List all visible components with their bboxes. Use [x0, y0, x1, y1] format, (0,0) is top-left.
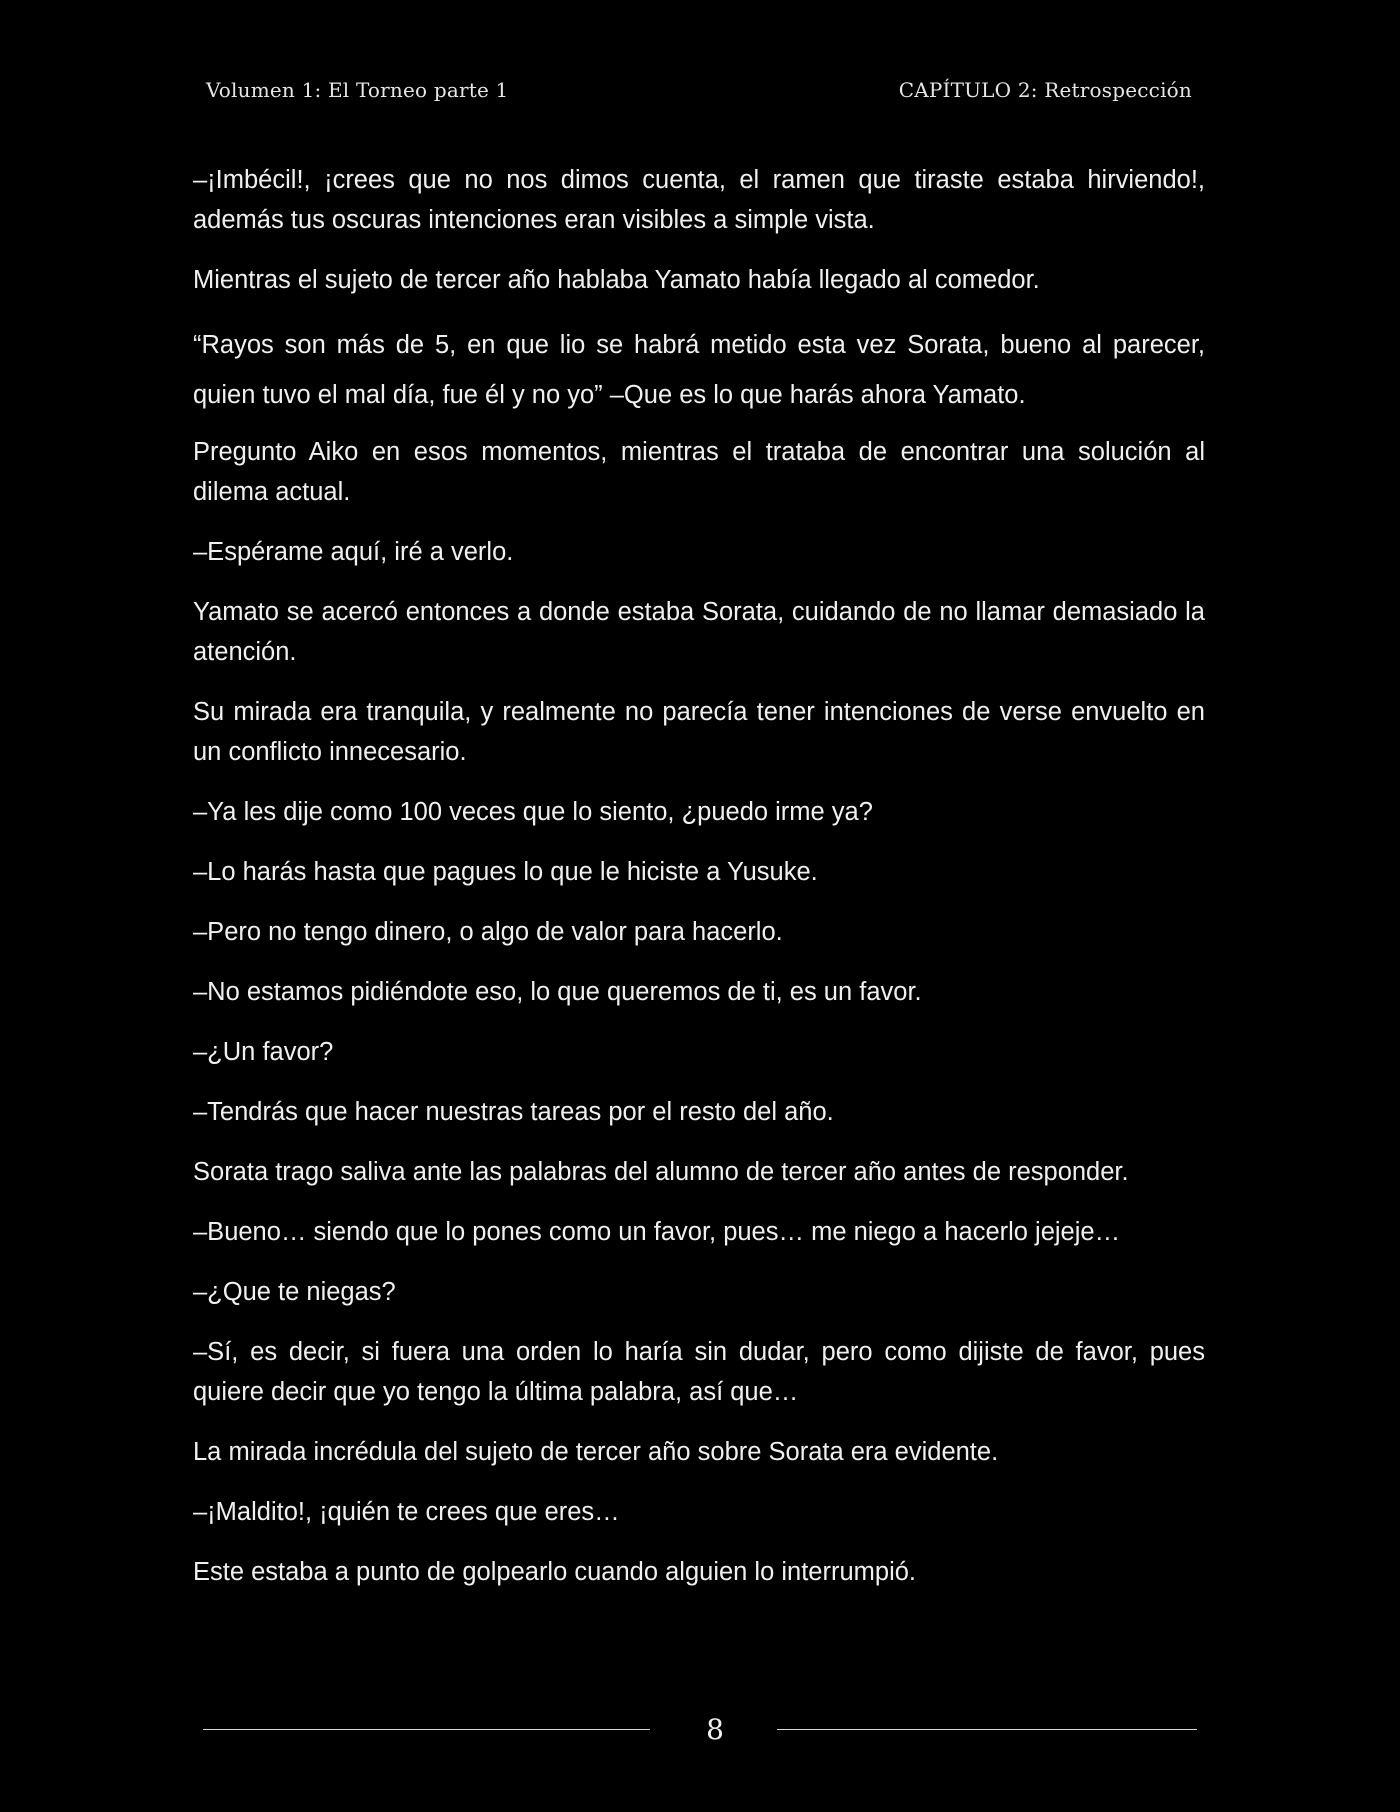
paragraph: –Pero no tengo dinero, o algo de valor para hacerlo.	[193, 918, 783, 946]
paragraph: –¿Un favor?	[193, 1038, 334, 1066]
paragraph: –¡Imbécil!, ¡crees que no nos dimos cuenta, el ramen que tiraste estaba hirviendo!, además tus oscuras intenciones eran visibles a simple vista.	[193, 166, 1205, 234]
paragraph: –Lo harás hasta que pagues lo que le hiciste a Yusuke.	[193, 858, 818, 886]
paragraph: –¿Que te niegas?	[193, 1278, 396, 1306]
paragraph: Yamato se acercó entonces a donde estaba Sorata, cuidando de no llamar demasiado la atención.	[193, 598, 1205, 666]
footer-rule-left	[203, 1729, 650, 1730]
paragraph: –Tendrás que hacer nuestras tareas por el resto del año.	[193, 1098, 834, 1126]
paragraph: La mirada incrédula del sujeto de tercer año sobre Sorata era evidente.	[193, 1438, 999, 1466]
paragraph: –Sí, es decir, si fuera una orden lo haría sin dudar, pero como dijiste de favor, pues quiere decir que yo tengo la última palabra, así que…	[193, 1338, 1205, 1406]
paragraph: –No estamos pidiéndote eso, lo que queremos de ti, es un favor.	[193, 978, 922, 1006]
page-body-text	[193, 160, 1205, 1612]
page-footer	[203, 1710, 1197, 1750]
page-number: 8	[706, 1713, 724, 1746]
paragraph: Pregunto Aiko en esos momentos, mientras el trataba de encontrar una solución al dilema actual.	[193, 438, 1205, 506]
paragraph: Su mirada era tranquila, y realmente no parecía tener intenciones de verse envuelto en un conflicto innecesario.	[193, 698, 1205, 766]
paragraph: Sorata trago saliva ante las palabras del alumno de tercer año antes de responder.	[193, 1158, 1129, 1186]
footer-rule-right	[777, 1729, 1197, 1730]
paragraph: –¡Maldito!, ¡quién te crees que eres…	[193, 1498, 620, 1526]
running-header	[206, 78, 1192, 108]
paragraph: –Espérame aquí, iré a verlo.	[193, 538, 514, 566]
header-volume-title: Volumen 1: El Torneo parte 1	[206, 78, 509, 102]
paragraph: –Ya les dije como 100 veces que lo siento, ¿puedo irme ya?	[193, 798, 873, 826]
paragraph: –Bueno… siendo que lo pones como un favor, pues… me niego a hacerlo jejeje…	[193, 1218, 1121, 1246]
paragraph: Este estaba a punto de golpearlo cuando alguien lo interrumpió.	[193, 1558, 917, 1586]
header-chapter-title: CAPÍTULO 2: Retrospección	[898, 78, 1192, 102]
paragraph: Mientras el sujeto de tercer año hablaba Yamato había llegado al comedor.	[193, 266, 1040, 294]
paragraph: “Rayos son más de 5, en que lio se habrá metido esta vez Sorata, bueno al parecer, quien tuvo el mal día, fue él y no yo” –Que es lo que harás ahora Yamato.	[193, 331, 1205, 409]
